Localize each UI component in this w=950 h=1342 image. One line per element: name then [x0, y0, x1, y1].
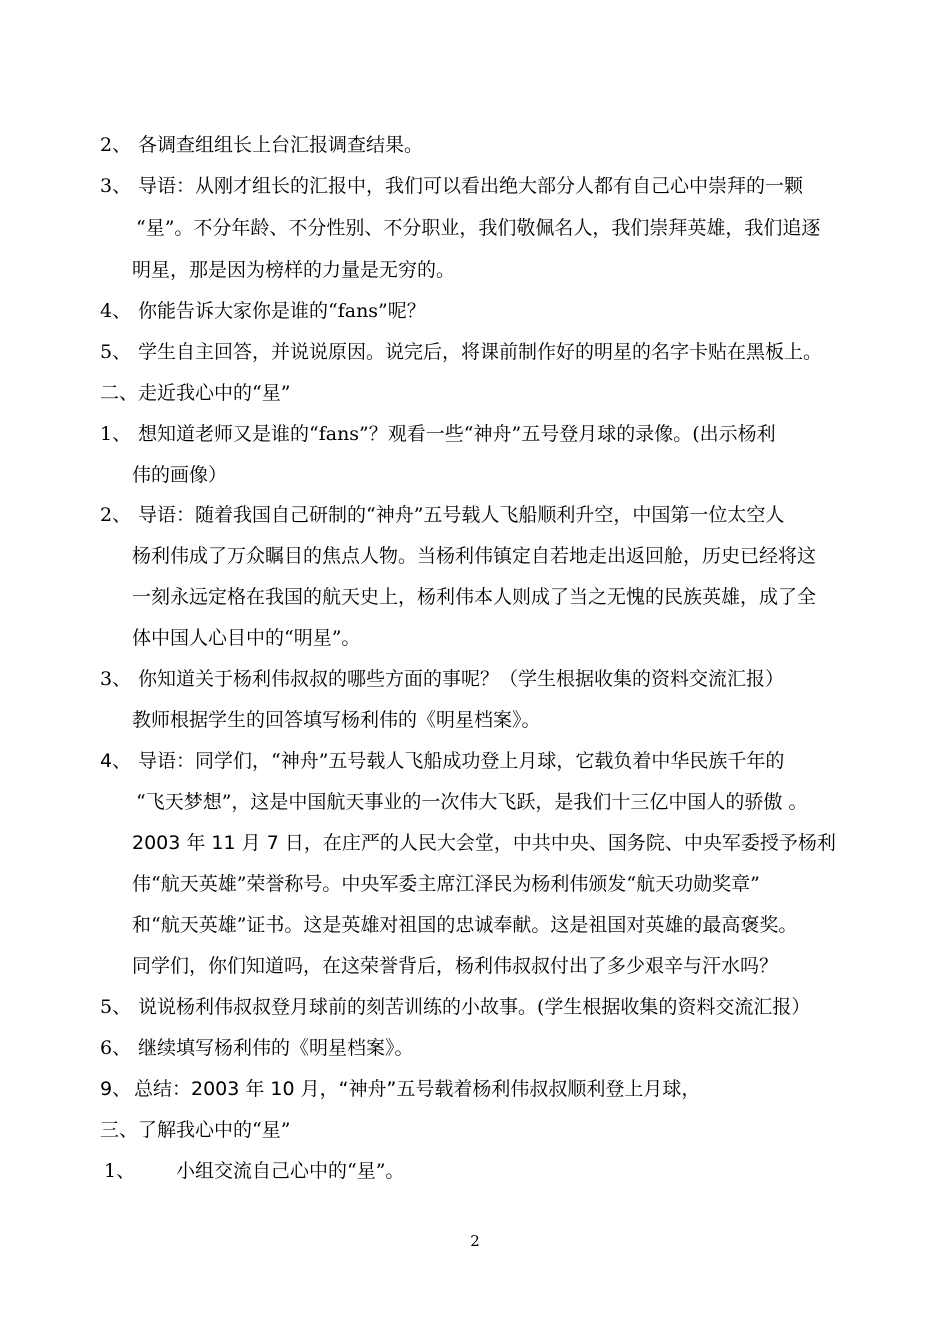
list-item: 4、 你能告诉大家你是谁的“fans”呢？ [100, 300, 426, 322]
paragraph-line: 2003 年 11 月 7 日，在庄严的人民大会堂，中共中央、国务院、中央军委授予杨利 [132, 832, 836, 854]
paragraph-line: “飞天梦想”，这是中国航天事业的一次伟大飞跃，是我们十三亿中国人的骄傲 。 [136, 791, 808, 813]
list-item: 9、 总结：2003 年 10 月，“神舟”五号载着杨利伟叔叔顺利登上月球， [100, 1078, 701, 1100]
page-number: 2 [470, 1232, 480, 1250]
section-heading: 二、走近我心中的“星” [100, 382, 291, 404]
paragraph-line: 伟“航天英雄”荣誉称号。中央军委主席江泽民为杨利伟颁发“航天功勋奖章” [132, 873, 760, 895]
paragraph-line: 明星，那是因为榜样的力量是无穷的。 [132, 259, 456, 281]
list-item: 3、 导语：从刚才组长的汇报中，我们可以看出绝大部分人都有自己心中崇拜的一颗 [100, 175, 804, 197]
paragraph-line: “星”。不分年龄、不分性别、不分职业，我们敬佩名人，我们崇拜英雄，我们追逐 [136, 217, 821, 239]
paragraph-line: 杨利伟成了万众瞩目的焦点人物。当杨利伟镇定自若地走出返回舱，历史已经将这 [132, 545, 817, 567]
paragraph-line: 体中国人心目中的“明星”。 [132, 627, 361, 649]
list-item: 6、 继续填写杨利伟的《明星档案》。 [100, 1037, 414, 1059]
list-item: 5、 学生自主回答，并说说原因。说完后，将课前制作好的明星的名字卡贴在黑板上。 [100, 341, 823, 363]
paragraph-line: 和“航天英雄”证书。这是英雄对祖国的忠诚奉献。这是祖国对英雄的最高褒奖。 [132, 914, 798, 936]
list-item: 2、 各调查组组长上台汇报调查结果。 [100, 134, 424, 156]
paragraph-line: 教师根据学生的回答填写杨利伟的《明星档案》。 [132, 709, 541, 731]
list-item: 5、 说说杨利伟叔叔登月球前的刻苦训练的小故事。(学生根据收集的资料交流汇报） [100, 996, 811, 1018]
section-heading: 三、了解我心中的“星” [100, 1119, 291, 1141]
list-item: 1、 想知道老师又是谁的“fans”？观看一些“神舟”五号登月球的录像。(出示杨利 [100, 423, 776, 445]
list-item: 1、 小组交流自己心中的“星”。 [104, 1160, 405, 1182]
paragraph-line: 同学们，你们知道吗，在这荣誉背后，杨利伟叔叔付出了多少艰辛与汗水吗？ [132, 955, 779, 977]
paragraph-line: 伟的画像） [132, 464, 228, 486]
paragraph-line: 一刻永远定格在我国的航天史上，杨利伟本人则成了当之无愧的民族英雄，成了全 [132, 586, 817, 608]
list-item: 3、 你知道关于杨利伟叔叔的哪些方面的事呢？（学生根据收集的资料交流汇报） [100, 668, 785, 690]
list-item: 2、 导语：随着我国自己研制的“神舟”五号载人飞船顺利升空，中国第一位太空人 [100, 504, 785, 526]
list-item: 4、 导语：同学们，“神舟”五号载人飞船成功登上月球，它载负着中华民族千年的 [100, 750, 785, 772]
